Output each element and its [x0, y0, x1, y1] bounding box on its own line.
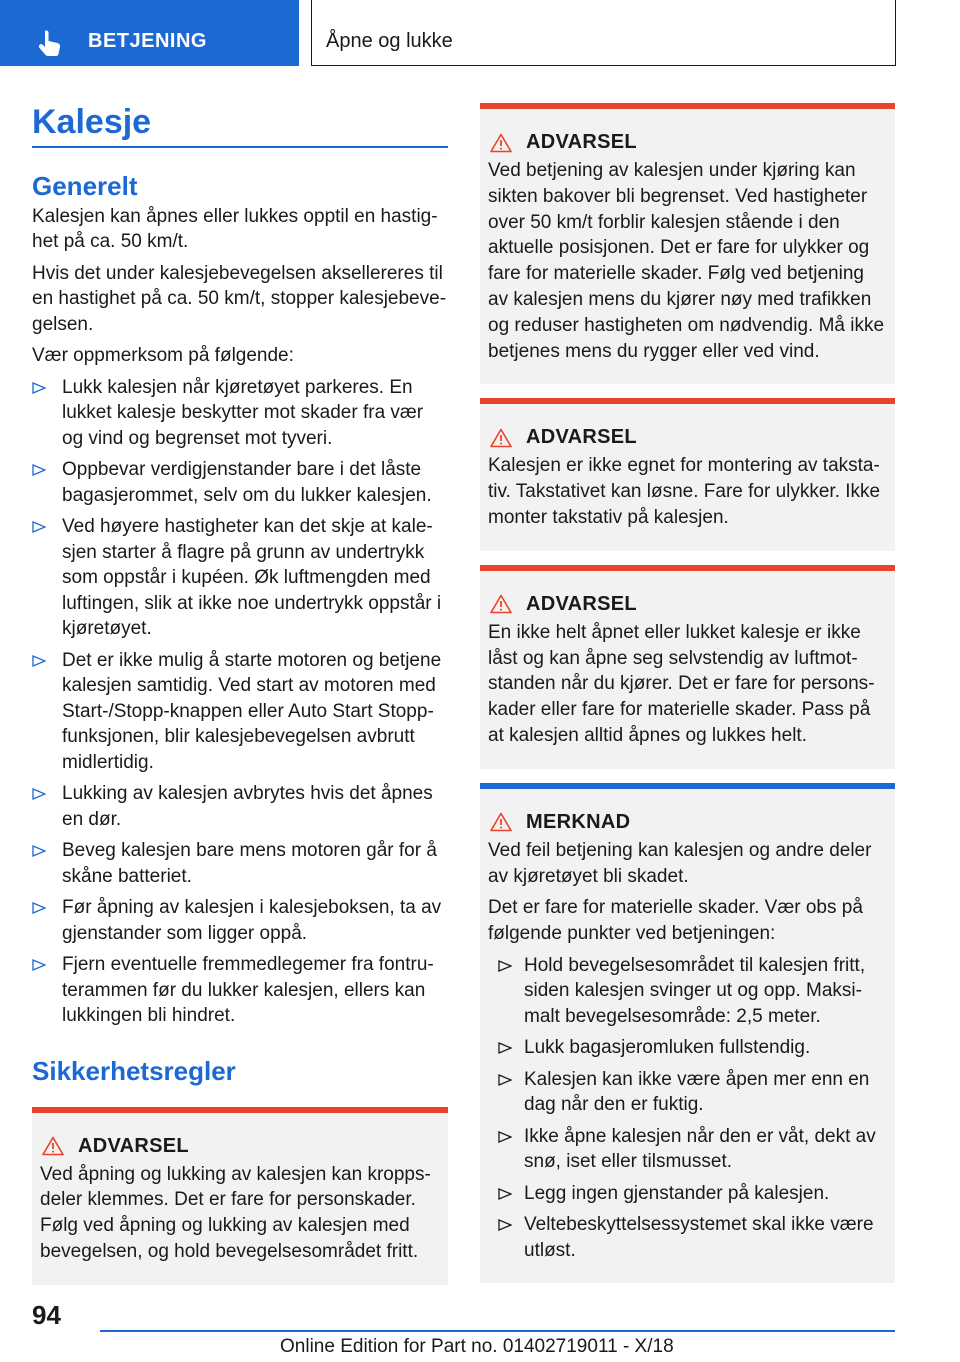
title-rule	[32, 146, 448, 148]
safety-heading: Sikkerhetsregler	[32, 1055, 236, 1086]
warning-triangle-icon	[490, 594, 512, 614]
triangle-bullet-icon	[32, 382, 46, 394]
warning-text: Kalesjen er ikke egnet for montering av takstativ. Takstativet kan løsne. Fare for ulykker. Ikke monter takstativ på kalesjen.	[488, 455, 881, 528]
triangle-bullet-icon	[32, 959, 46, 971]
warning-box	[480, 103, 895, 384]
page-title: Kalesje	[32, 103, 152, 141]
note-header	[488, 811, 887, 834]
chapter-label: BETJENING	[88, 30, 207, 52]
footer-edition: Online Edition for Part no. 01402719011 - X/18	[280, 1336, 674, 1357]
warning-triangle-icon	[42, 1136, 64, 1156]
warning-header	[488, 131, 887, 154]
triangle-bullet-icon	[32, 464, 46, 476]
warning-box	[32, 1107, 448, 1285]
note-text: Det er fare for materielle skader. Vær obs på følgende punkter ved betjeningen:	[488, 897, 863, 945]
generelt-heading: Generelt	[32, 170, 138, 201]
warning-text: Ved betjening av kalesjen under kjøring kan sikten bakover bli begrenset. Ved hastigheter over 50 km/t forblir kalesjen stående i den aktuelle posisjonen. Det er fare for ulykker og fare for materielle skader. Følg ved betjening av kalesjen mens du kjører nøy med trafikken og reduser hastigheten om nødvendig. Må ikke betjenes mens du rygger eller ved vind.	[488, 160, 885, 362]
list-item: Før åpning av kalesjen i kalesjeboksen, ta av gjenstander som ligger oppå.	[32, 895, 448, 946]
list-item: Kalesjen kan ikke være åpen mer enn en dag når den er fuktig.	[488, 1067, 887, 1118]
list-item: Lukking av kalesjen avbrytes hvis det åpnes en dør.	[32, 781, 448, 832]
triangle-bullet-icon	[498, 1074, 512, 1086]
list-item: Fjern eventuelle fremmedlegemer fra fontruterammen før du lukker kalesjen, ellers kan lukkingen bli hindret.	[32, 952, 448, 1029]
warning-header	[488, 593, 887, 616]
footer-rule	[100, 1330, 895, 1332]
warning-triangle-icon	[490, 133, 512, 153]
note-title: MERKNAD	[526, 810, 631, 833]
page-number: 94	[32, 1300, 61, 1330]
left-column	[32, 100, 448, 1299]
list-item: Ikke åpne kalesjen når den er våt, dekt av snø, iset eller tilsmusset.	[488, 1124, 887, 1175]
triangle-bullet-icon	[498, 1219, 512, 1231]
warning-box	[480, 398, 895, 550]
triangle-bullet-icon	[32, 655, 46, 667]
paragraph: Hvis det under kalesjebevegelsen aksellereres til en hastighet på ca. 50 km/t, stopper kalesjebevegelsen.	[32, 262, 447, 335]
warning-box	[480, 565, 895, 769]
list-item: Beveg kalesjen bare mens motoren går for å skåne batteriet.	[32, 838, 448, 889]
list-item: Hold bevegelsesområdet til kalesjen fritt, siden kalesjen svinger ut og opp. Maksimalt bevegelsesområde: 2,5 meter.	[488, 953, 887, 1030]
hand-pointer-icon	[36, 28, 66, 58]
note-bullet-list	[488, 953, 887, 1264]
triangle-bullet-icon	[32, 788, 46, 800]
triangle-bullet-icon	[32, 902, 46, 914]
triangle-bullet-icon	[32, 845, 46, 857]
warning-title: ADVARSEL	[526, 592, 637, 615]
warning-text: Ved åpning og lukking av kalesjen kan kroppsdeler klemmes. Det er fare for personskader. Følg ved åpning og lukking av kalesjen med bevegelsen, og hold bevegelsesområdet fritt.	[40, 1163, 431, 1262]
list-item: Lukk bagasjeromluken fullstendig.	[488, 1035, 887, 1061]
warning-text: En ikke helt åpnet eller lukket kalesje er ikke låst og kan åpne seg selvstendig av luftmotstanden når du kjører. Det er fare for personskader eller fare for materielle skader. Pass på at kalesjen alltid åpnes og lukkes helt.	[488, 621, 875, 746]
triangle-bullet-icon	[498, 1131, 512, 1143]
page-header	[0, 0, 960, 66]
right-column	[480, 103, 895, 1297]
paragraph: Vær oppmerksom på følgende:	[32, 345, 294, 366]
bullet-list	[32, 375, 448, 1029]
warning-triangle-icon	[490, 812, 512, 832]
list-item: Legg ingen gjenstander på kalesjen.	[488, 1181, 887, 1207]
triangle-bullet-icon	[498, 960, 512, 972]
warning-header	[488, 426, 887, 449]
note-text: Ved feil betjening kan kalesjen og andre deler av kjøretøyet bli skadet.	[488, 839, 872, 887]
list-item: Det er ikke mulig å starte motoren og betjene kalesjen samtidig. Ved start av motoren med Start-/Stopp-knappen eller Auto Start Stopp-funksjonen, blir kalesjebevegelsen avbrutt midlertidig.	[32, 648, 448, 776]
triangle-bullet-icon	[32, 521, 46, 533]
triangle-bullet-icon	[498, 1188, 512, 1200]
chapter-tab	[0, 0, 299, 66]
warning-title: ADVARSEL	[526, 131, 637, 153]
section-label: Åpne og lukke	[326, 30, 453, 52]
paragraph: Kalesjen kan åpnes eller lukkes opptil en hastighet på ca. 50 km/t.	[32, 205, 438, 252]
warning-title: ADVARSEL	[526, 426, 637, 449]
warning-title: ADVARSEL	[78, 1134, 189, 1157]
list-item: Veltebeskyttelsessystemet skal ikke være utløst.	[488, 1212, 887, 1263]
warning-triangle-icon	[490, 428, 512, 448]
note-box	[480, 783, 895, 1284]
list-item: Lukk kalesjen når kjøretøyet parkeres. En lukket kalesje beskytter mot skader fra vær og vind og begrenset mot tyveri.	[32, 375, 448, 452]
triangle-bullet-icon	[498, 1042, 512, 1054]
warning-header	[40, 1135, 440, 1158]
list-item: Oppbevar verdigjenstander bare i det låste bagasjerommet, selv om du lukker kalesjen.	[32, 457, 448, 508]
list-item: Ved høyere hastigheter kan det skje at kalesjen starter å flagre på grunn av undertrykk som oppstår i kupéen. Øk luftmengden med luftingen, slik at ikke noe undertrykk oppstår i kjøretøyet.	[32, 514, 448, 642]
section-box	[311, 0, 896, 66]
